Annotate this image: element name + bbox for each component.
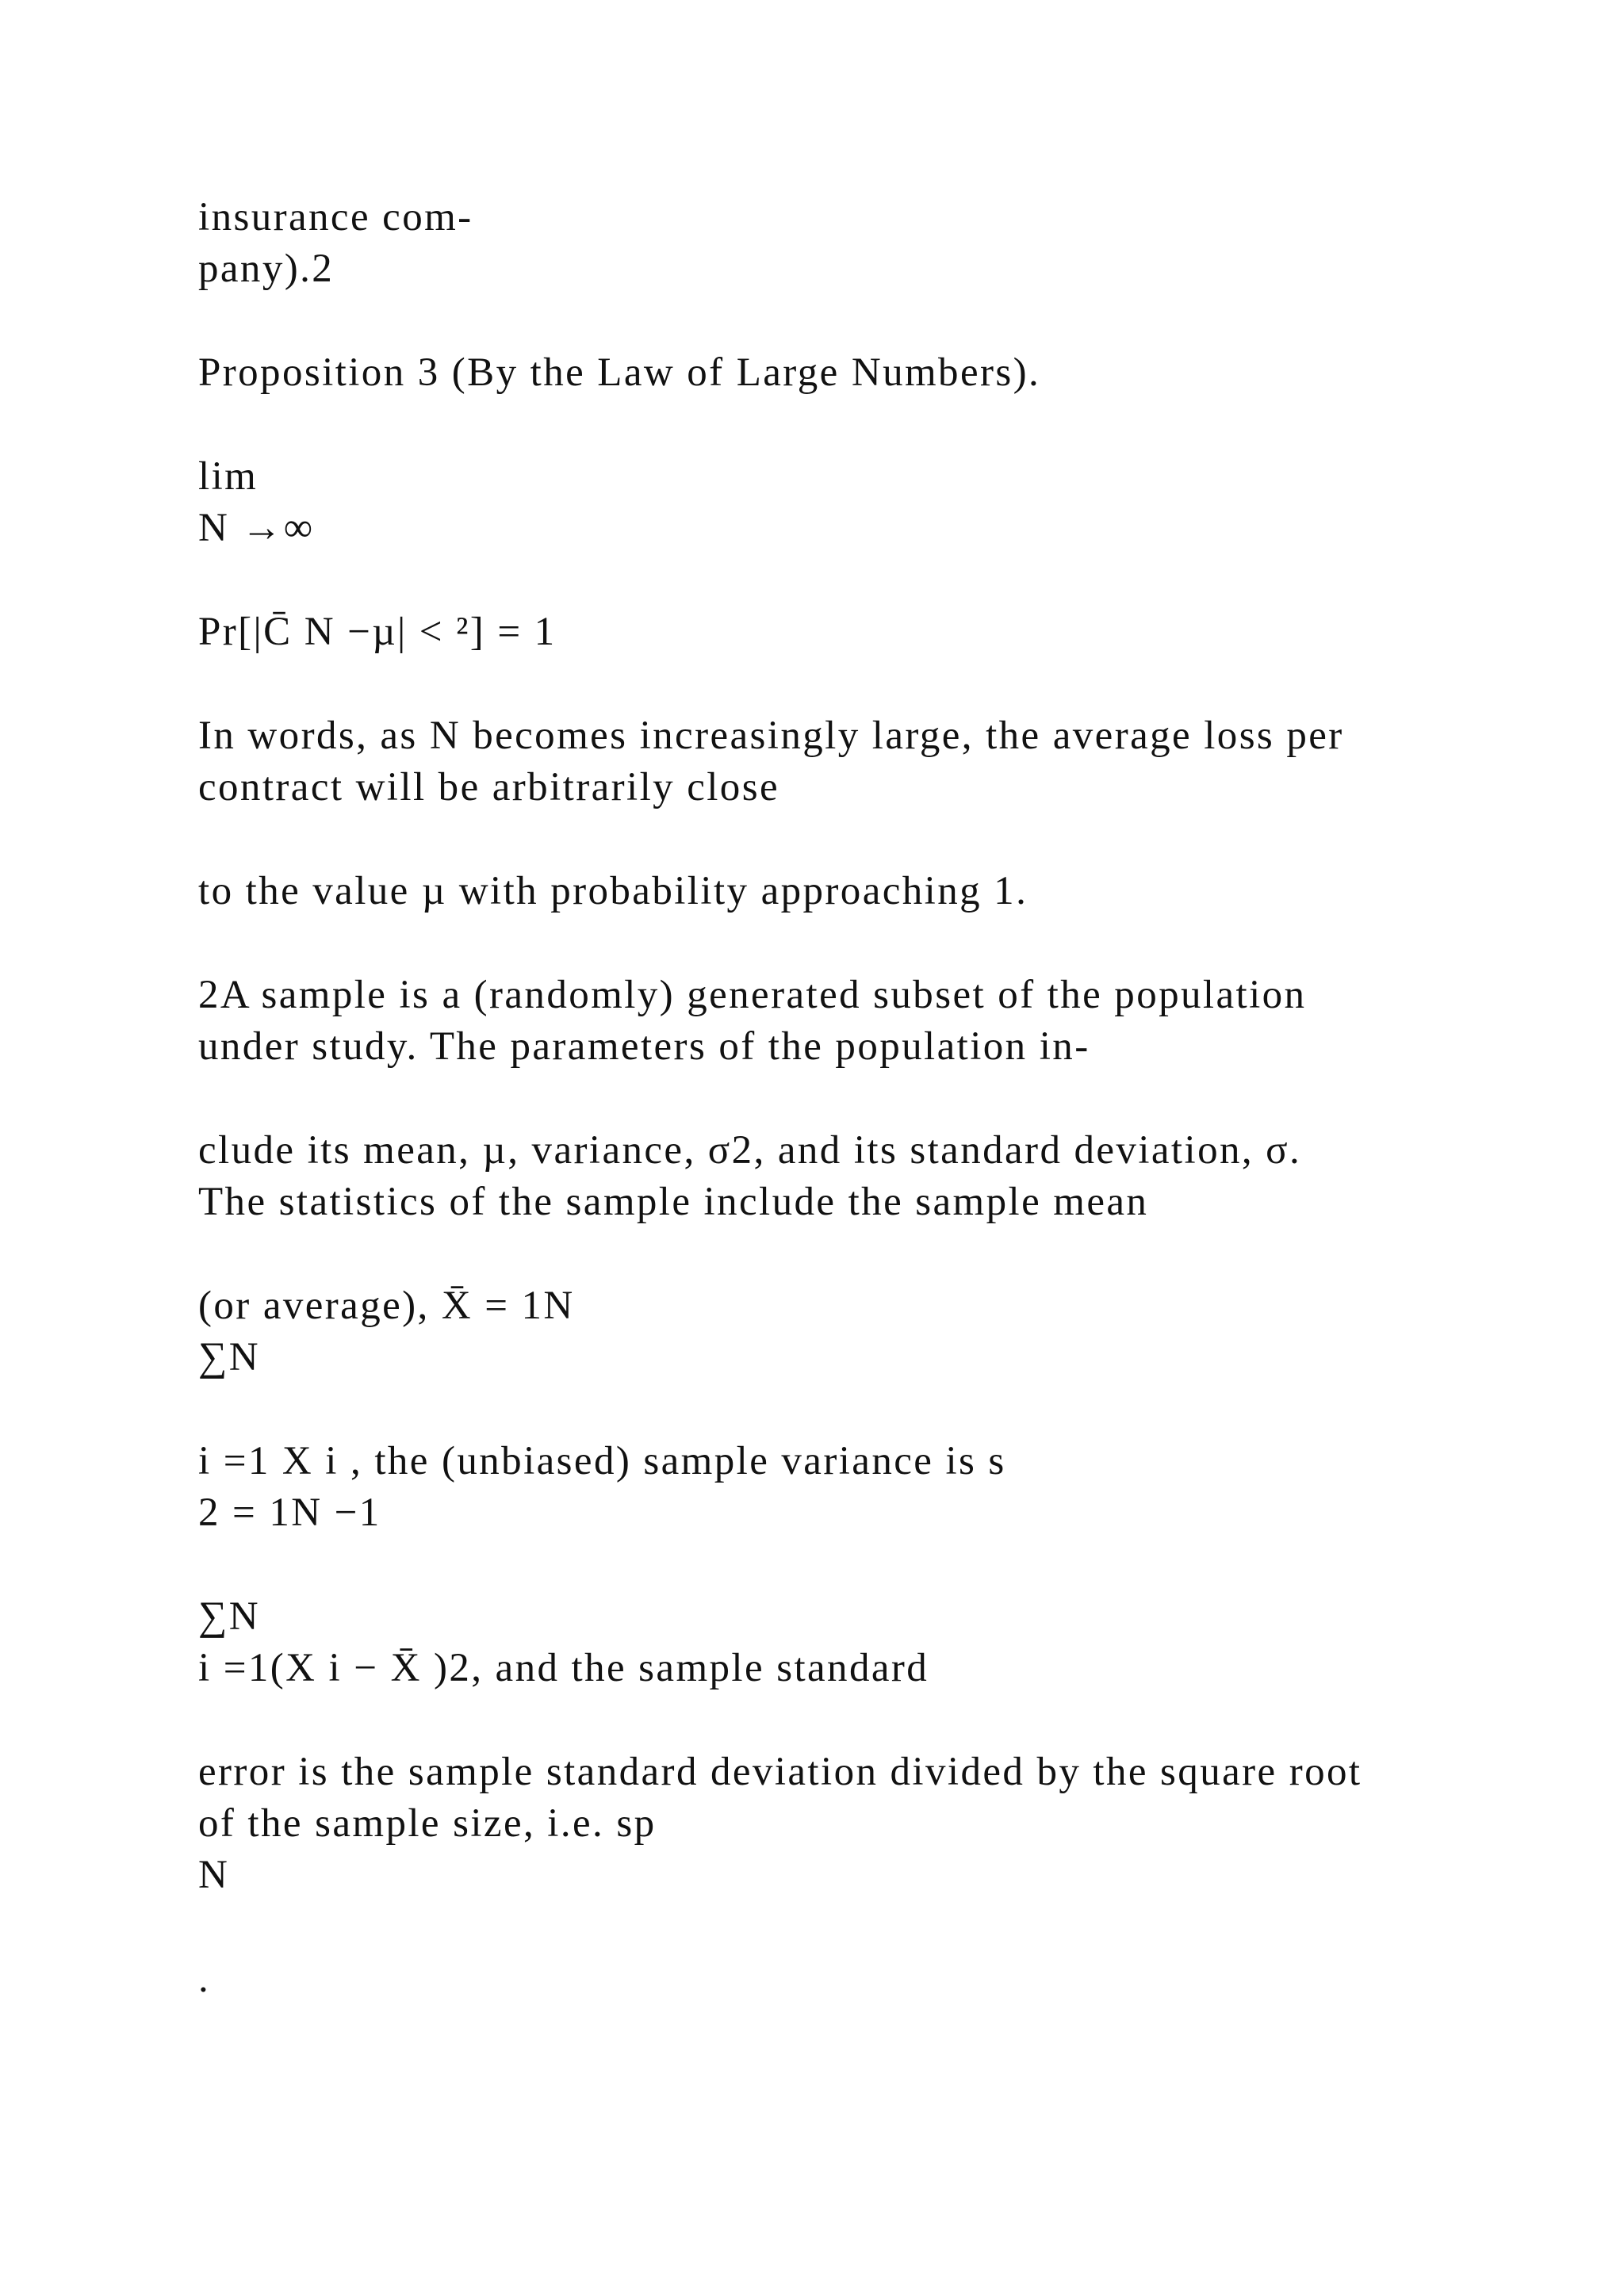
text-line: ∑N [198, 1335, 260, 1380]
proposition-heading [198, 347, 1483, 399]
text-line: (or average), X̄ = 1N [198, 1284, 575, 1328]
text-line: i =1(X i − X̄ )2, and the sample standard [198, 1646, 929, 1690]
footnote-sample-mean [198, 1280, 1483, 1383]
text-line: clude its mean, µ, variance, σ2, and its standard deviation, σ. [198, 1128, 1302, 1173]
footnote-summation [198, 1591, 1483, 1694]
text-line: Pr[|C̄ N −µ| < ²] = 1 [198, 610, 557, 654]
text-line: i =1 X i , the (unbiased) sample variance is s [198, 1439, 1006, 1483]
text-line: . [198, 1957, 211, 2001]
text-line: In words, as N becomes increasingly large, the average loss per [198, 714, 1344, 758]
text-line: to the value µ with probability approaching 1. [198, 869, 1028, 913]
footnote-standard-error [198, 1747, 1483, 1901]
text-line: insurance com- [198, 195, 473, 239]
text-line: pany).2 [198, 247, 335, 291]
footnote-sample-variance [198, 1436, 1483, 1539]
text-line: The statistics of the sample include the sample mean [198, 1180, 1149, 1224]
trailing-period [198, 1954, 1483, 2005]
text-line: under study. The parameters of the population in- [198, 1024, 1090, 1069]
paragraph-insurance-company [198, 192, 1483, 295]
paragraph-value-mu [198, 866, 1483, 917]
limit-expression [198, 451, 1483, 554]
text-line: N [198, 1853, 230, 1897]
probability-equation [198, 607, 1483, 658]
footnote-parameters [198, 1125, 1483, 1228]
text-line: of the sample size, i.e. sp [198, 1801, 657, 1846]
text-line: contract will be arbitrarily close [198, 765, 779, 809]
document-body [198, 192, 1483, 2057]
paragraph-in-words [198, 710, 1483, 813]
text-line: N →∞ [198, 506, 315, 550]
footnote-sample-definition [198, 970, 1483, 1073]
text-line: lim [198, 454, 259, 499]
text-line: 2A sample is a (randomly) generated subset of the population [198, 973, 1307, 1017]
text-line: error is the sample standard deviation divided by the square root [198, 1750, 1362, 1794]
text-line: Proposition 3 (By the Law of Large Numbers). [198, 350, 1041, 395]
text-line: 2 = 1N −1 [198, 1490, 381, 1535]
text-line: ∑N [198, 1594, 260, 1639]
